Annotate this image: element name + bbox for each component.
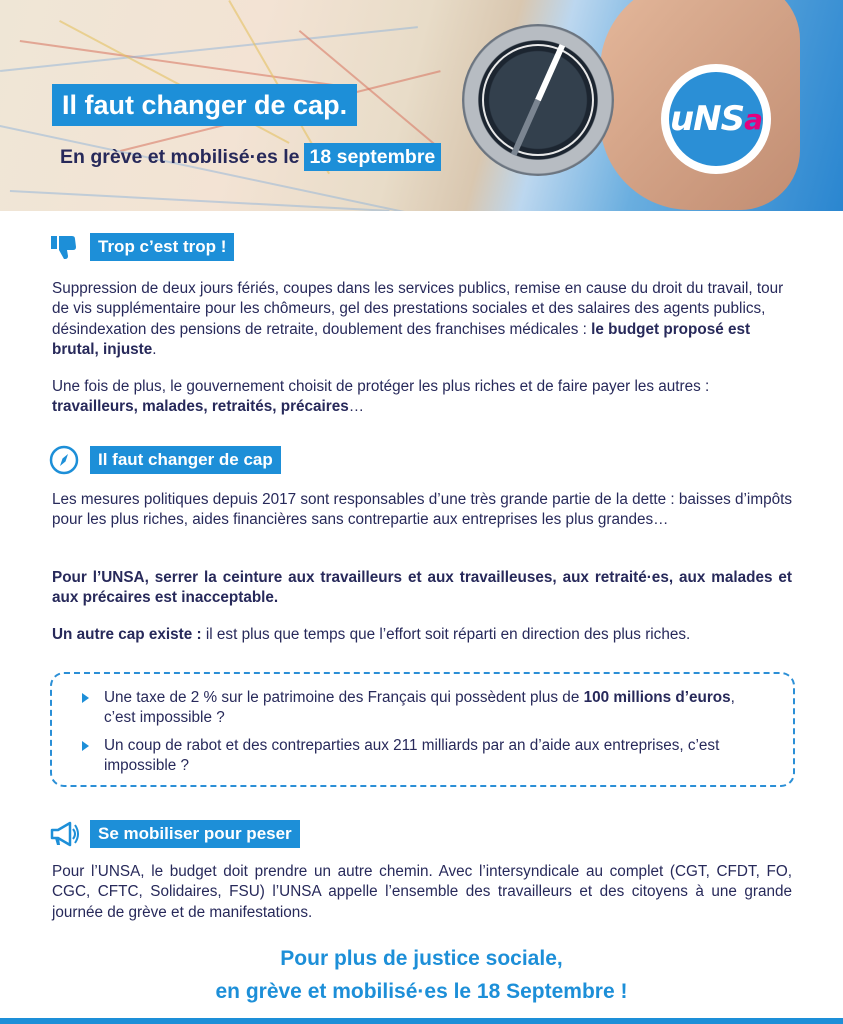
subtitle [60,143,441,171]
section-title: Se mobiliser pour peser [90,820,300,848]
paragraph-unsa-position: Pour l’UNSA, serrer la ceinture aux travailleurs et aux travailleuses, aux retraité·es, aux malades et aux précaires est inacceptable. [52,569,792,607]
section-heading-mobiliser [48,818,300,850]
section-title: Il faut changer de cap [90,446,281,474]
paragraph-mesures: Les mesures politiques depuis 2017 sont responsables d’une très grande partie de la dette : baisses d’impôts pour les plus riches, aides financières sans contrepartie aux entreprises les plus grandes… [52,491,792,529]
megaphone-icon [48,818,80,850]
paragraph-autre-cap [52,625,792,645]
paragraph-text-end: . [152,340,157,358]
proposals-box [50,672,795,787]
page-title: Il faut changer de cap. [52,84,357,126]
hero-banner [0,0,843,211]
paragraph-gouvernement [52,377,792,418]
list-item [82,736,762,777]
unsa-logo [661,64,771,174]
compass-image [462,24,614,176]
list-item [82,688,762,729]
list-item-text: Une taxe de 2 % sur le patrimoine des Français qui possèdent plus de [104,689,584,706]
paragraph-emphasis: travailleurs, malades, retraités, précaires [52,398,349,416]
closing-line-1: Pour plus de justice sociale, [280,947,563,970]
list-item-text-end: , c’est impossible ? [104,689,735,727]
bullet-icon [82,693,89,703]
paragraph-text: il est plus que temps que l’effort soit réparti en direction des plus riches. [201,626,691,643]
thumbs-down-icon [48,231,80,263]
paragraph-text: Une fois de plus, le gouvernement choisit de protéger les plus riches et de faire payer les autres : [52,378,710,395]
list-item-text: Un coup de rabot et des contreparties aux 211 milliards par an d’aide aux entreprises, c’est impossible ? [104,737,720,775]
section-title: Trop c’est trop ! [90,233,234,261]
closing-line-2: en grève et mobilisé·es le 18 Septembre ! [215,980,628,1003]
paragraph-budget [52,279,792,360]
bullet-icon [82,741,89,751]
subtitle-prefix: En grève et mobilisé·es le [60,146,300,168]
paragraph-emphasis: Un autre cap existe : [52,626,202,643]
logo-text-accent: a [744,102,763,136]
paragraph-text-end: … [348,398,365,416]
section-heading-cap [48,444,281,476]
section-heading-trop [48,231,234,263]
compass-icon [48,444,80,476]
paragraph-text: Suppression de deux jours fériés, coupes dans les services publics, remise en cause du droit du travail, tour de vis supplémentaire pour les chômeurs, gel des prestations sociales et des salaires des agents publics, désindexation des pensions de retraite, doublement des franchises médicales : [52,280,784,338]
logo-text: uNS [669,99,745,139]
paragraph-mobilisation: Pour l’UNSA, le budget doit prendre un autre chemin. Avec l’intersyndicale au complet (CGT, CFDT, FO, CGC, CFTC, Solidaires, FSU) l’UNSA appelle l’ensemble des travailleurs et des citoyens à une grande journée de grève et de manifestations. [52,863,792,921]
list-item-emphasis: 100 millions d’euros [583,689,731,706]
bottom-bar [0,1018,843,1024]
paragraph-emphasis: le budget proposé est brutal, injuste [52,320,751,358]
subtitle-date: 18 septembre [304,143,442,171]
